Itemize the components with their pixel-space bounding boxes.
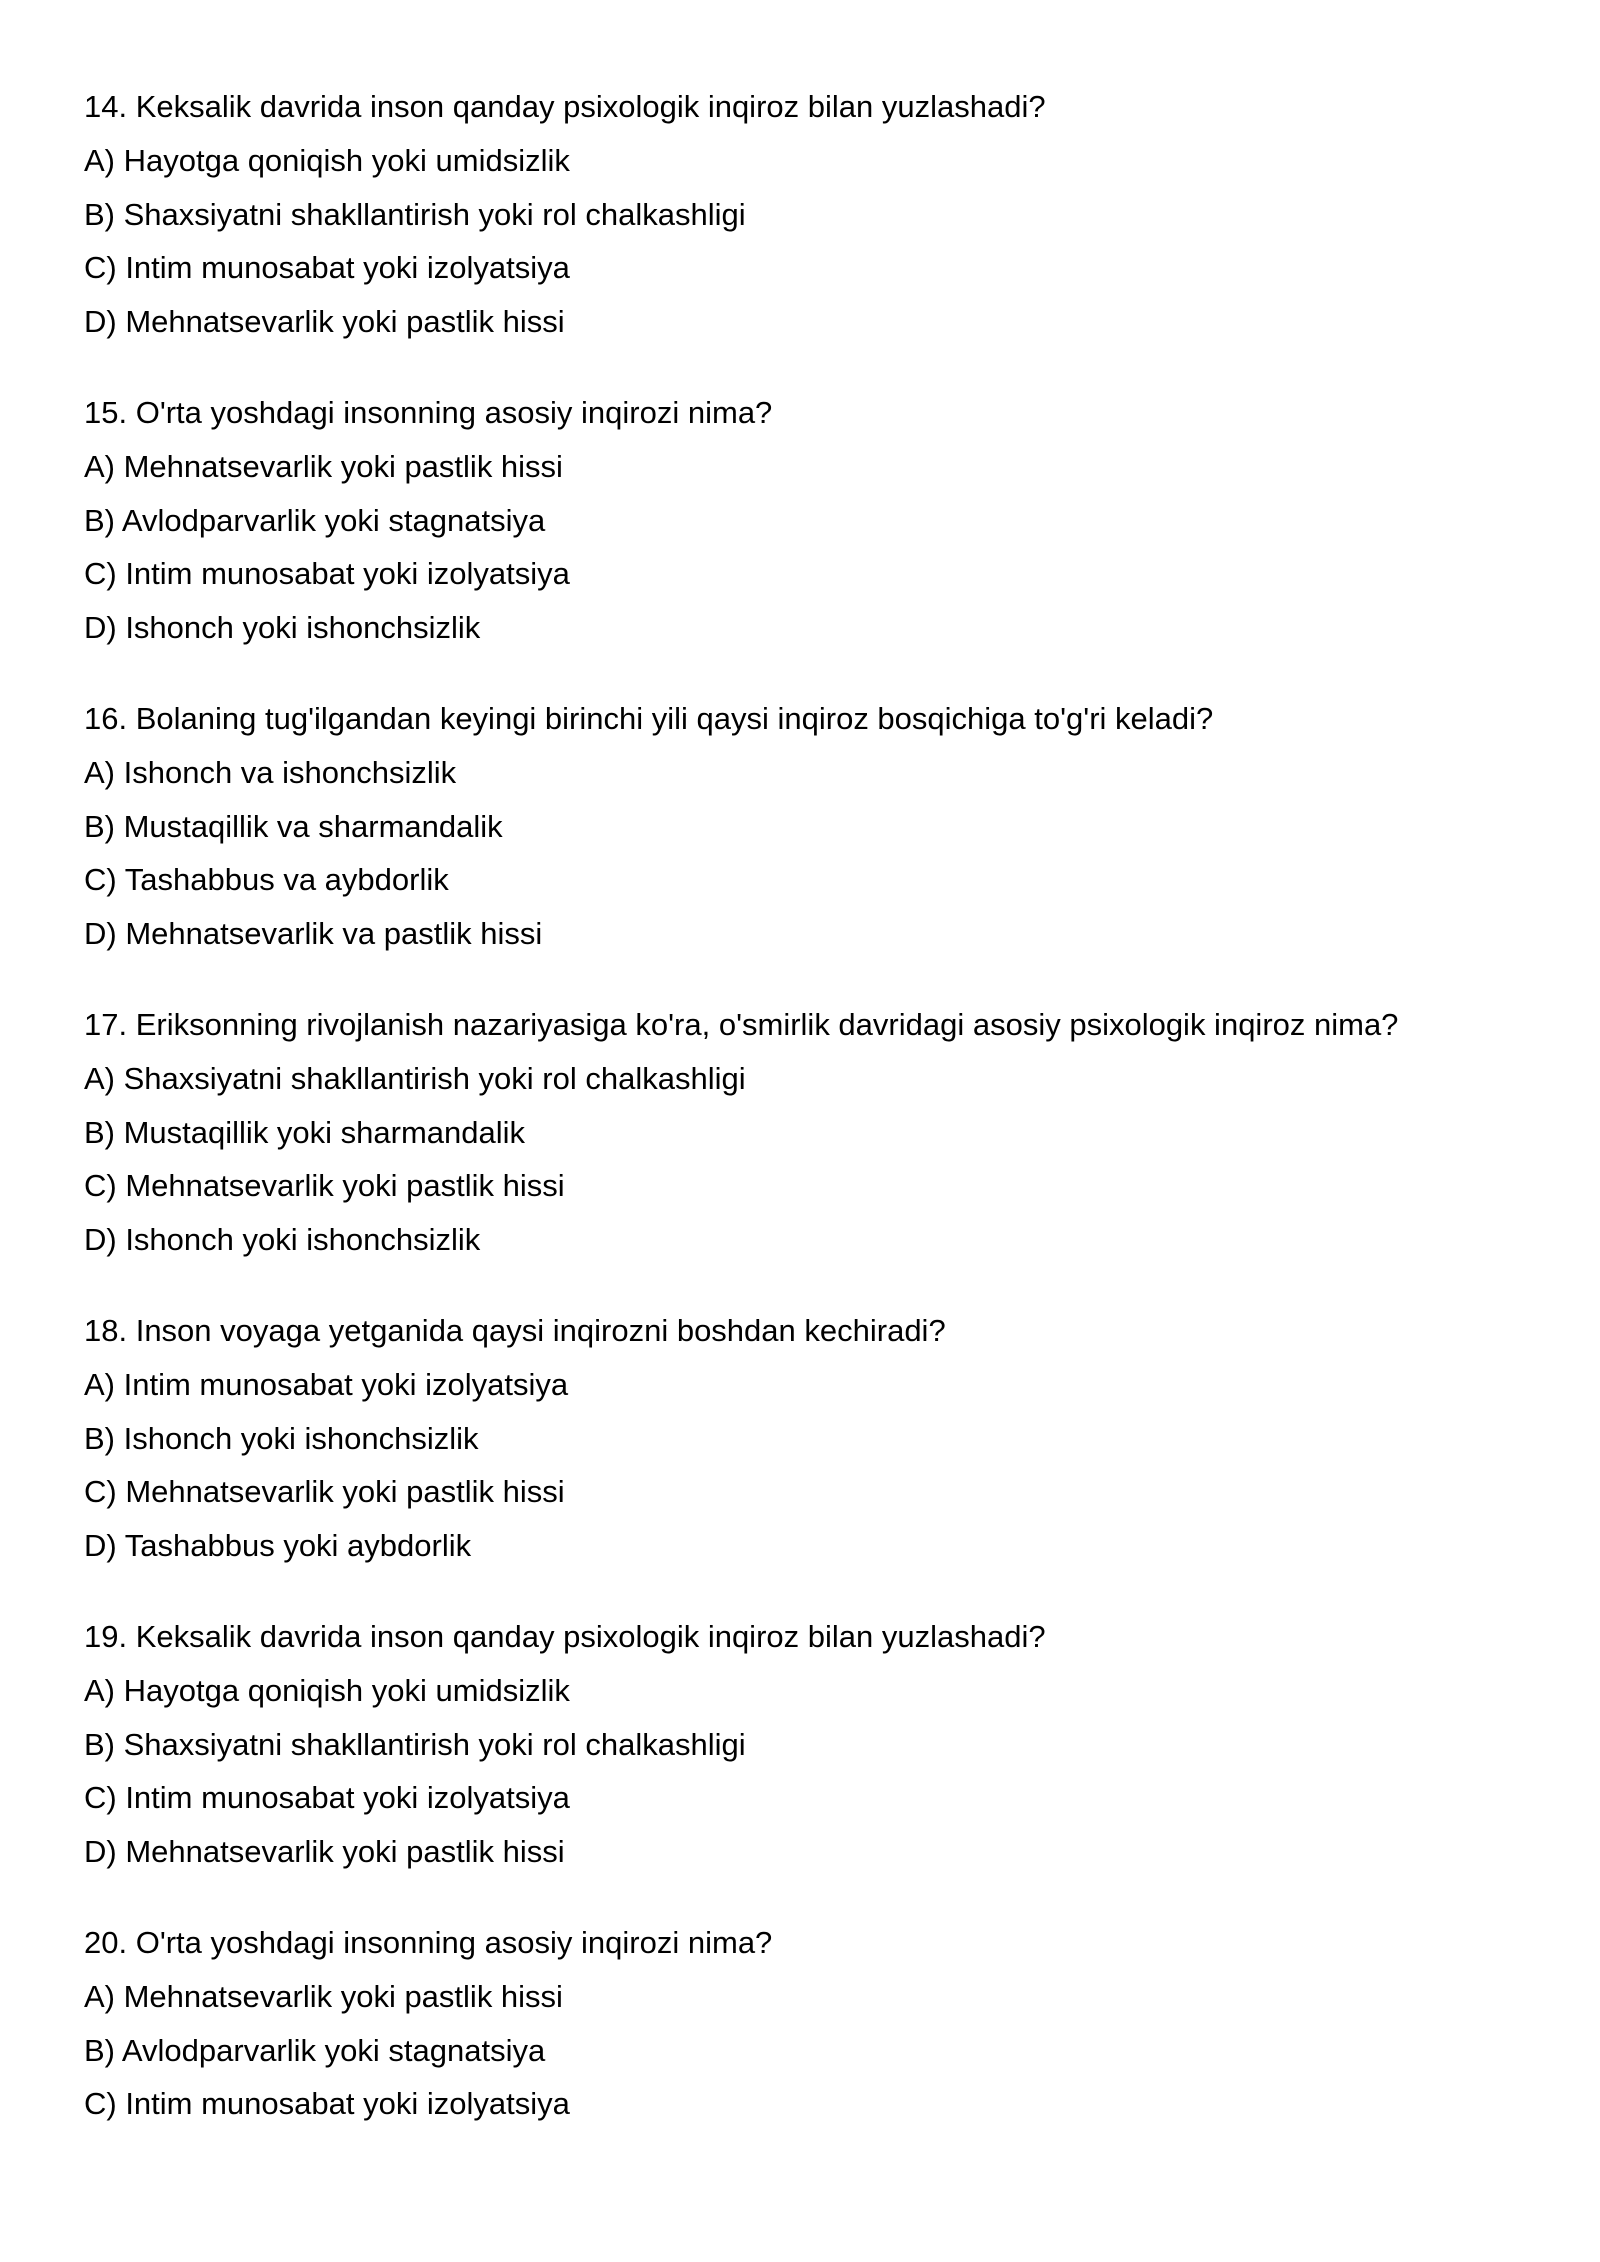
answer-option-d: D) Ishonch yoki ishonchsizlik [84, 1222, 481, 1258]
question-15 [84, 386, 1544, 655]
question-text: 14. Keksalik davrida inson qanday psixologik inqiroz bilan yuzlashadi? [84, 89, 1046, 124]
question-16 [84, 692, 1544, 961]
answer-option-d: D) Mehnatsevarlik yoki pastlik hissi [84, 304, 565, 340]
answer-option-d: D) Mehnatsevarlik va pastlik hissi [84, 916, 543, 952]
question-17 [84, 998, 1544, 1267]
answer-option-c: C) Mehnatsevarlik yoki pastlik hissi [84, 1168, 565, 1204]
question-text: 20. O'rta yoshdagi insonning asosiy inqirozi nima? [84, 1924, 773, 1960]
question-text: 16. Bolaning tug'ilgandan keyingi birinchi yili qaysi inqiroz bosqichiga to'g'ri keladi? [84, 700, 1214, 736]
document-page [84, 80, 1544, 2168]
answer-option-a: A) Shaxsiyatni shakllantirish yoki rol chalkashligi [84, 1060, 746, 1096]
question-text: 19. Keksalik davrida inson qanday psixologik inqiroz bilan yuzlashadi? [84, 1618, 1046, 1654]
answer-option-a: A) Hayotga qoniqish yoki umidsizlik [84, 142, 570, 178]
question-20 [84, 1916, 1544, 2131]
answer-option-a: A) Ishonch va ishonchsizlik [84, 754, 457, 790]
answer-option-d: D) Ishonch yoki ishonchsizlik [84, 610, 481, 646]
answer-option-c: C) Intim munosabat yoki izolyatsiya [84, 556, 570, 592]
answer-option-a: A) Mehnatsevarlik yoki pastlik hissi [84, 448, 563, 484]
answer-option-d: D) Tashabbus yoki aybdorlik [84, 1528, 472, 1564]
answer-option-b: B) Avlodparvarlik yoki stagnatsiya [84, 2032, 546, 2068]
answer-option-b: B) Ishonch yoki ishonchsizlik [84, 1420, 479, 1456]
question-text: 15. O'rta yoshdagi insonning asosiy inqirozi nima? [84, 394, 773, 430]
answer-option-a: A) Intim munosabat yoki izolyatsiya [84, 1366, 569, 1402]
answer-option-c: C) Intim munosabat yoki izolyatsiya [84, 1780, 570, 1816]
answer-option-c: C) Mehnatsevarlik yoki pastlik hissi [84, 1474, 565, 1510]
answer-option-c: C) Intim munosabat yoki izolyatsiya [84, 250, 570, 286]
answer-option-c: C) Intim munosabat yoki izolyatsiya [84, 2086, 570, 2122]
answer-option-d: D) Mehnatsevarlik yoki pastlik hissi [84, 1834, 565, 1870]
answer-option-b: B) Shaxsiyatni shakllantirish yoki rol chalkashligi [84, 196, 746, 232]
question-18 [84, 1304, 1544, 1573]
question-text: 17. Eriksonning rivojlanish nazariyasiga ko'ra, o'smirlik davridagi asosiy psixologik inqiroz nima? [84, 1006, 1399, 1042]
answer-option-b: B) Mustaqillik yoki sharmandalik [84, 1114, 526, 1150]
answer-option-c: C) Tashabbus va aybdorlik [84, 862, 449, 898]
answer-option-a: A) Hayotga qoniqish yoki umidsizlik [84, 1672, 570, 1708]
answer-option-a: A) Mehnatsevarlik yoki pastlik hissi [84, 1978, 563, 2014]
answer-option-b: B) Avlodparvarlik yoki stagnatsiya [84, 502, 546, 538]
answer-option-b: B) Mustaqillik va sharmandalik [84, 808, 503, 844]
question-19 [84, 1610, 1544, 1879]
question-text: 18. Inson voyaga yetganida qaysi inqirozni boshdan kechiradi? [84, 1312, 946, 1348]
answer-option-b: B) Shaxsiyatni shakllantirish yoki rol chalkashligi [84, 1726, 746, 1762]
question-14 [84, 80, 1544, 349]
